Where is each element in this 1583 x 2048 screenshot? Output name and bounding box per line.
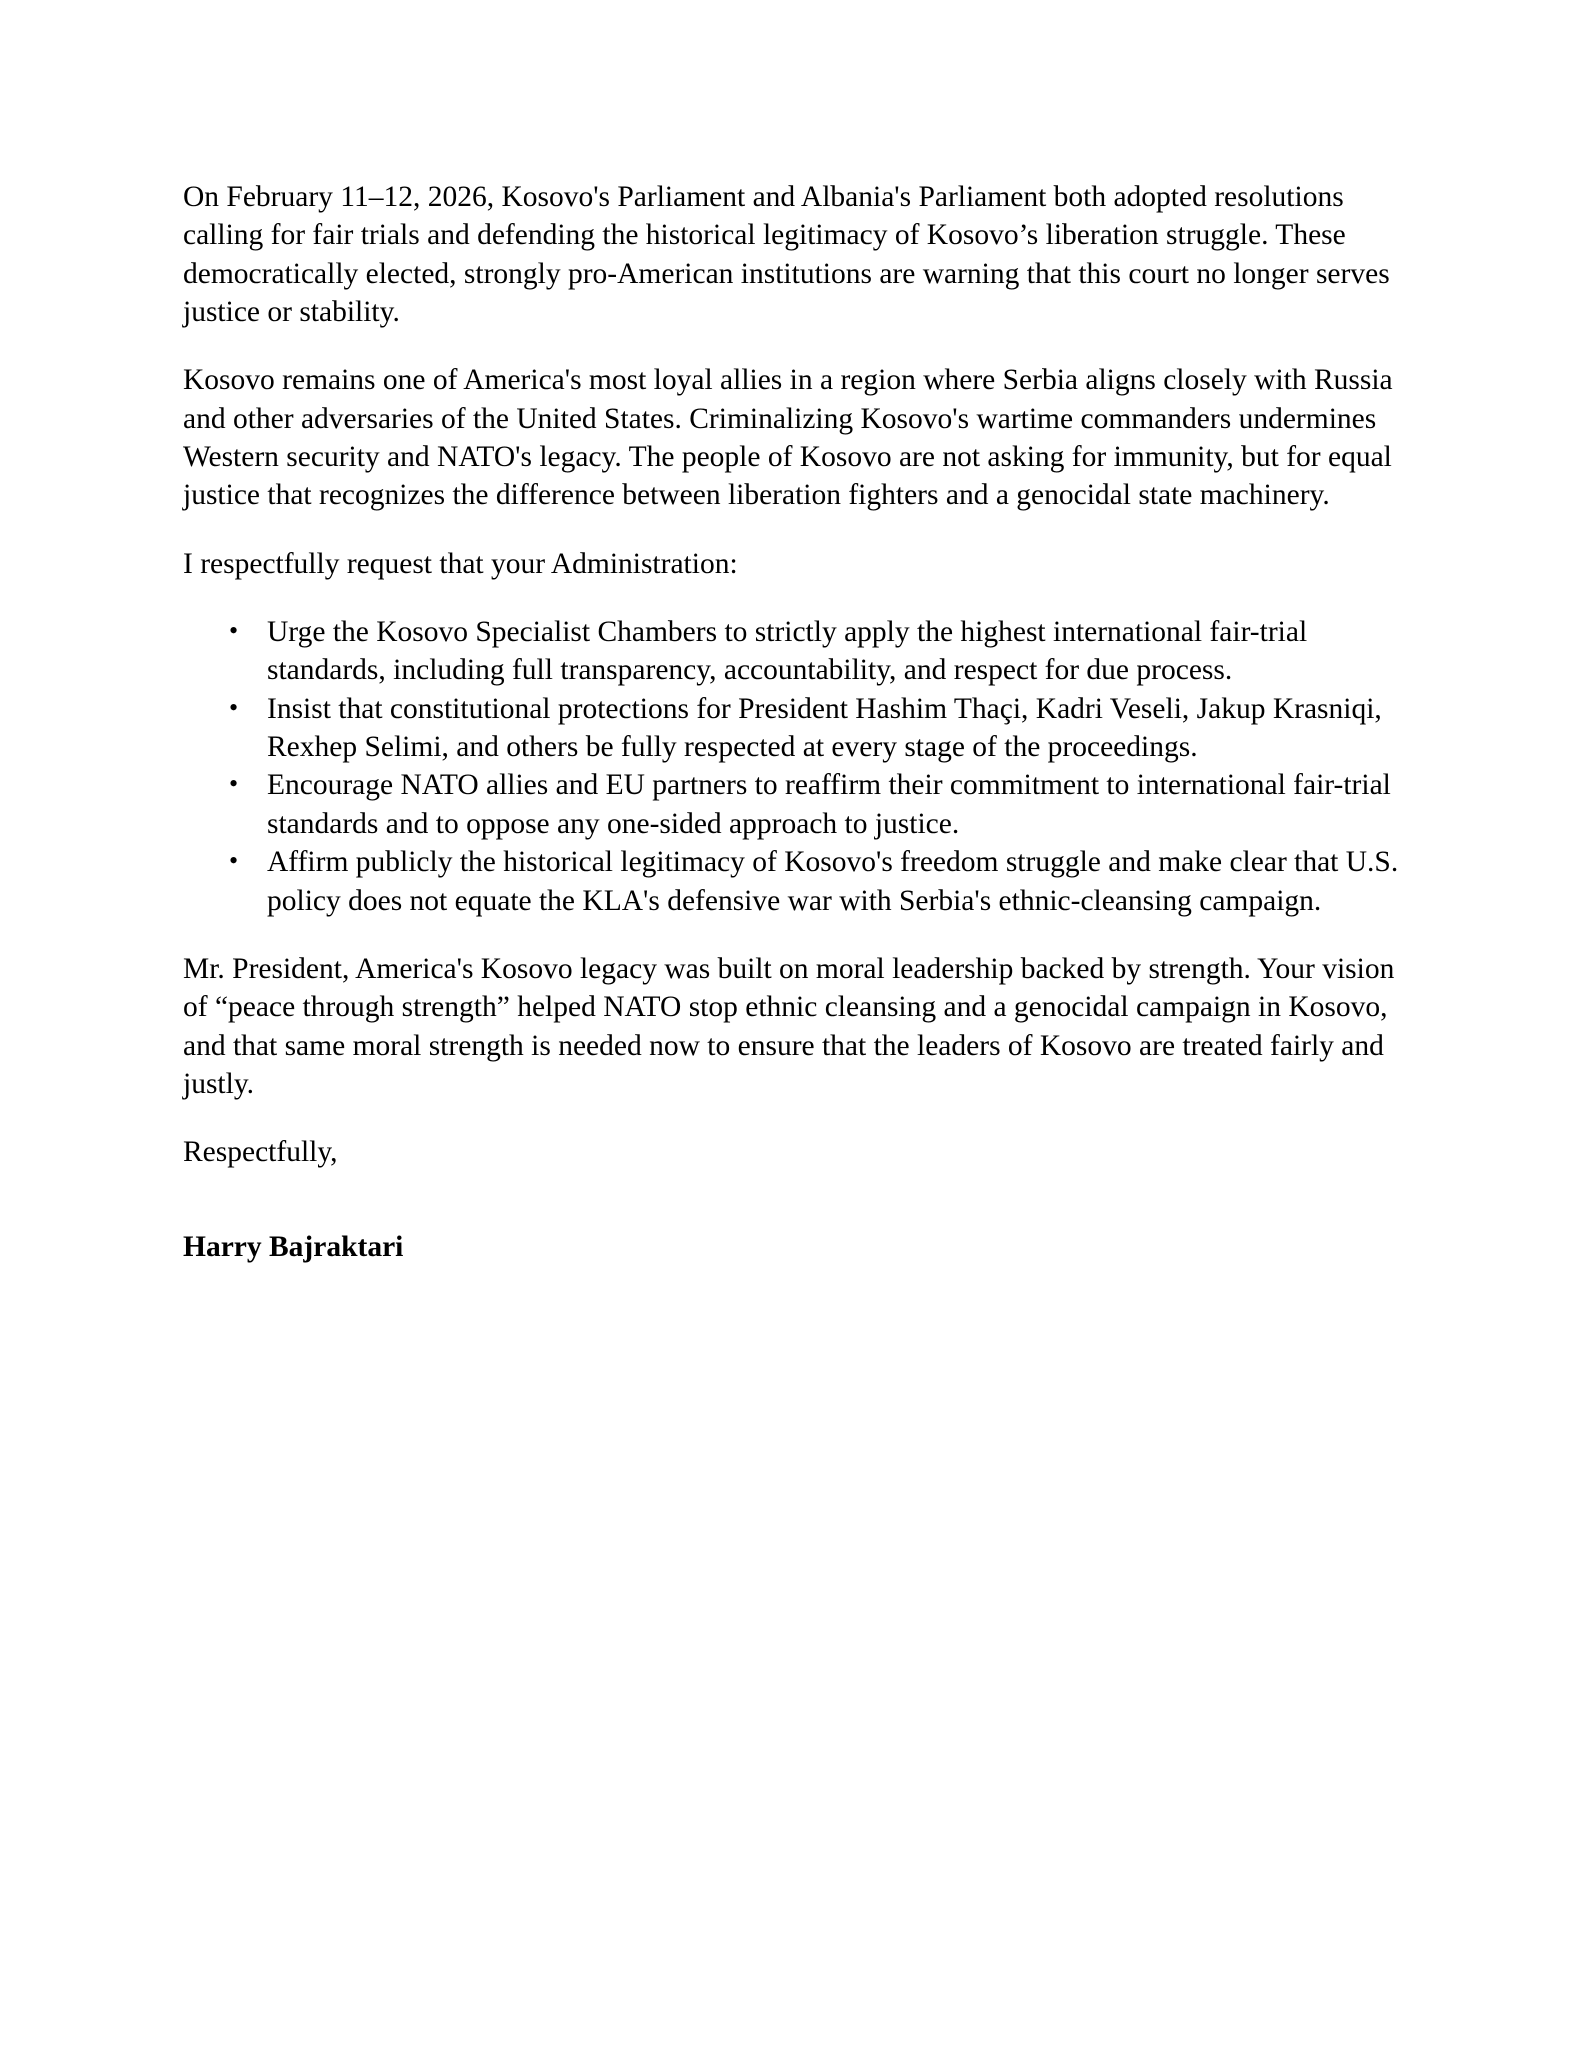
list-item-text: Encourage NATO allies and EU partners to reaffirm their commitment to international fair-trial standards and to oppose any one-sided approach to justice. <box>267 769 1391 840</box>
bullet-icon: • <box>229 769 239 799</box>
bullet-icon: • <box>229 692 239 722</box>
paragraph-alliance: Kosovo remains one of America's most loyal allies in a region where Serbia aligns closely with Russia and other adversaries of the United States. Criminalizing Kosovo's wartime commanders undermines Western security and NATO's legacy. The people of Kosovo are not asking for immunity, but for equal justice that recognizes the difference between liberation fighters and a genocidal state machinery. <box>183 364 1393 512</box>
bullet-icon: • <box>229 616 239 646</box>
document-body <box>183 178 1403 1266</box>
valediction: Respectfully, <box>183 1136 338 1169</box>
list-item <box>183 843 1403 920</box>
list-item <box>183 613 1403 690</box>
list-item <box>183 766 1403 843</box>
list-item-text: Urge the Kosovo Specialist Chambers to strictly apply the highest international fair-trial standards, including full transparency, accountability, and respect for due process. <box>267 616 1308 687</box>
list-item-text: Insist that constitutional protections for President Hashim Thaçi, Kadri Veseli, Jakup Krasniqi, Rexhep Selimi, and others be fully respected at every stage of the proceedings. <box>267 692 1382 764</box>
request-intro: I respectfully request that your Administration: <box>183 547 738 580</box>
paragraph-resolutions: On February 11–12, 2026, Kosovo's Parliament and Albania's Parliament both adopted resolutions calling for fair trials and defending the historical legitimacy of Kosovo’s liberation struggle. These democratically elected, strongly pro-American institutions are warning that this court no longer serves justice or stability. <box>183 181 1390 329</box>
bullet-icon: • <box>229 846 239 876</box>
signature-spacer <box>183 1202 1403 1228</box>
paragraph-closing: Mr. President, America's Kosovo legacy was built on moral leadership backed by strength. Your vision of “peace through strength” helped NATO stop ethnic cleansing and a genocidal campaign in Kosovo, and that same moral strength is needed now to ensure that the leaders of Kosovo are treated fairly and justly. <box>183 952 1395 1100</box>
signature-name: Harry Bajraktari <box>183 1230 404 1263</box>
list-item-text: Affirm publicly the historical legitimacy of Kosovo's freedom struggle and make clear that U.S. policy does not equate the KLA's defensive war with Serbia's ethnic-cleansing campaign. <box>267 846 1399 917</box>
list-item <box>183 690 1403 767</box>
request-bullet-list <box>183 613 1403 920</box>
